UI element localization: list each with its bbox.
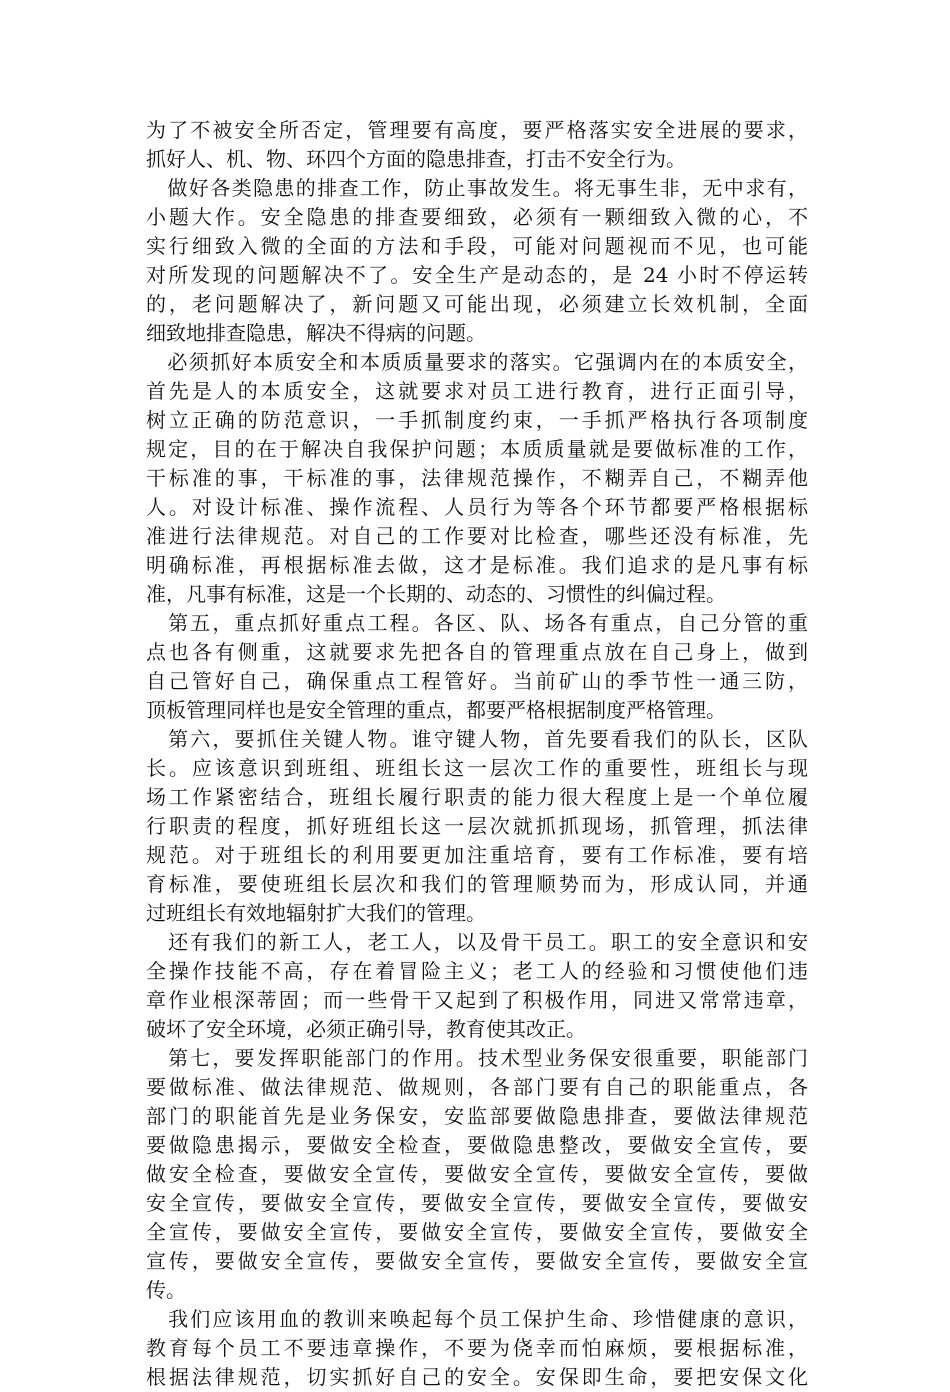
text-line: 行职责的程度，抓好班组长这一层次就抓抓现场，抓管理，抓法律 (146, 814, 808, 838)
text-line: 做好各类隐患的排查工作，防止事故发生。将无事生非，无中求有， (146, 176, 808, 200)
text-line: 做安全检查，要做安全宣传，要做安全宣传，要做安全宣传，要做 (146, 1162, 808, 1186)
text-line: 第六，要抓住关键人物。谁守键人物，首先要看我们的队长，区队 (146, 727, 808, 751)
paragraph (146, 116, 808, 174)
text-line: 抓好人、机、物、环四个方面的隐患排查，打击不安全行为。 (146, 147, 686, 171)
text-line: 安全宣传，要做安全宣传，要做安全宣传，要做安全宣传，要做安 (146, 1191, 808, 1215)
text-line: 细致地排查隐患，解决不得病的问题。 (146, 321, 486, 345)
text-line: 第五，重点抓好重点工程。各区、队、场各有重点，自己分管的重 (146, 611, 808, 635)
text-line: 长。应该意识到班组、班组长这一层次工作的重要性，班组长与现 (146, 756, 808, 780)
paragraph (146, 174, 808, 348)
text-line: 传。 (146, 1278, 186, 1302)
text-line: 明确标准，再根据标准去做，这才是标准。我们追求的是凡事有标 (146, 553, 808, 577)
text-line: 规范。对于班组长的利用要更加注重培育，要有工作标准，要有培 (146, 843, 808, 867)
text-line: 树立正确的防范意识，一手抓制度约束，一手抓严格执行各项制度 (146, 408, 808, 432)
text-line: 规定，目的在于解决自我保护问题；本质质量就是要做标准的工作， (146, 437, 808, 461)
document-page (146, 116, 808, 1392)
text-line: 宣传，要做安全宣传，要做安全宣传，要做安全宣传，要做安全宣 (146, 1249, 808, 1273)
paragraph (146, 348, 808, 609)
text-line: 自己管好自己，确保重点工程管好。当前矿山的季节性一通三防， (146, 669, 808, 693)
text-line: 还有我们的新工人，老工人，以及骨干员工。职工的安全意识和安 (146, 930, 808, 954)
text-line: 育标准，要使班组长层次和我们的管理顺势而为，形成认同，并通 (146, 872, 808, 896)
text-line: 过班组长有效地辐射扩大我们的管理。 (146, 901, 486, 925)
text-line: 点也各有侧重，这就要求先把各自的管理重点放在自己身上，做到 (146, 640, 808, 664)
text-line: 首先是人的本质安全，这就要求对员工进行教育，进行正面引导， (146, 379, 808, 403)
text-line: 必须抓好本质安全和本质质量要求的落实。它强调内在的本质安全， (146, 350, 808, 374)
text-line: 我们应该用血的教训来唤起每个员工保护生命、珍惜健康的意识， (146, 1307, 808, 1331)
paragraph (146, 725, 808, 928)
text-line: 要做标准、做法律规范、做规则，各部门要有自己的职能重点，各 (146, 1075, 808, 1099)
text-line: 准进行法律规范。对自己的工作要对比检查，哪些还没有标准，先 (146, 524, 808, 548)
text-line: 全宣传，要做安全宣传，要做安全宣传，要做安全宣传，要做安全 (146, 1220, 808, 1244)
text-line: 准，凡事有标准，这是一个长期的、动态的、习惯性的纠偏过程。 (146, 582, 726, 606)
text-line: 实行细致入微的全面的方法和手段，可能对问题视而不见，也可能 (146, 234, 808, 258)
text-line: 第七，要发挥职能部门的作用。技术型业务保安很重要，职能部门 (146, 1046, 808, 1070)
text-line: 小题大作。安全隐患的排查要细致，必须有一颗细致入微的心，不 (146, 205, 808, 229)
paragraph (146, 609, 808, 725)
paragraph (146, 1044, 808, 1305)
text-line: 为了不被安全所否定，管理要有高度，要严格落实安全进展的要求， (146, 118, 808, 142)
text-line: 部门的职能首先是业务保安，安监部要做隐患排查，要做法律规范 (146, 1104, 808, 1128)
text-line: 破坏了安全环境，必须正确引导，教育使其改正。 (146, 1017, 586, 1041)
text-line: 顶板管理同样也是安全管理的重点，都要严格根据制度严格管理。 (146, 698, 726, 722)
text-line: 人。对设计标准、操作流程、人员行为等各个环节都要严格根据标 (146, 495, 808, 519)
text-line: 场工作紧密结合，班组长履行职责的能力很大程度上是一个单位履 (146, 785, 808, 809)
text-line: 对所发现的问题解决不了。安全生产是动态的，是 24 小时不停运转 (146, 263, 808, 287)
text-line: 章作业根深蒂固；而一些骨干又起到了积极作用，同进又常常违章， (146, 988, 808, 1012)
text-line: 全操作技能不高，存在着冒险主义；老工人的经验和习惯使他们违 (146, 959, 808, 983)
text-line: 干标准的事，干标准的事，法律规范操作，不糊弄自己，不糊弄他 (146, 466, 808, 490)
paragraph (146, 1305, 808, 1392)
text-line: 的，老问题解决了，新问题又可能出现，必须建立长效机制，全面 (146, 292, 808, 316)
paragraph (146, 928, 808, 1044)
text-line: 要做隐患揭示，要做安全检查，要做隐患整改，要做安全宣传，要 (146, 1133, 808, 1157)
text-line: 根据法律规范，切实抓好自己的安全。安保即生命，要把安保文化 (146, 1365, 808, 1389)
text-line: 教育每个员工不要违章操作，不要为侥幸而怕麻烦，要根据标准， (146, 1336, 808, 1360)
